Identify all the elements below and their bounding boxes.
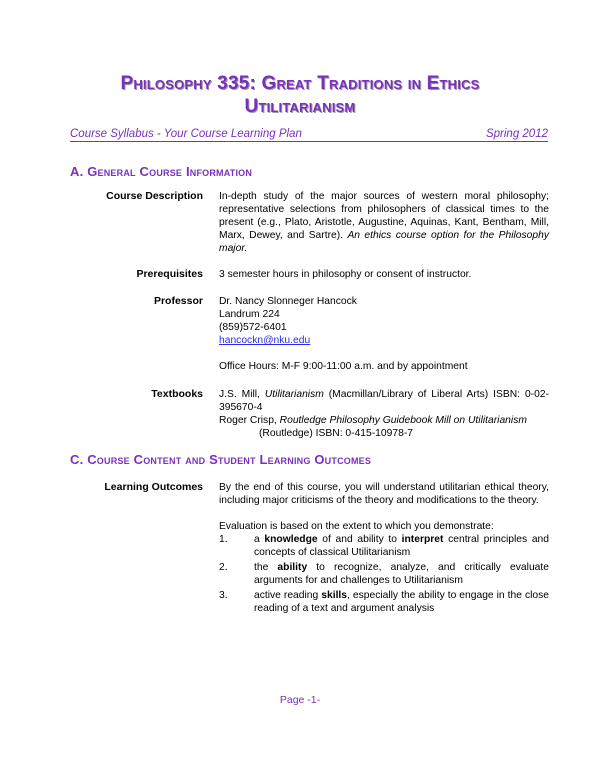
textbook-2-author: Roger Crisp, xyxy=(219,415,277,426)
syllabus-subheader xyxy=(70,128,548,142)
list-item-emphasis: interpret xyxy=(401,534,444,545)
professor-info xyxy=(219,295,549,373)
list-item-number: 2. xyxy=(219,562,228,573)
professor-label: Professor xyxy=(153,295,203,307)
list-item-text: a xyxy=(254,534,265,545)
textbooks-label: Textbooks xyxy=(151,388,203,400)
list-item-text: , especially the ability to engage in the close reading of a text and argument analysis xyxy=(254,590,549,614)
list-item-emphasis: skills xyxy=(321,590,348,601)
syllabus-label: Course Syllabus - Your Course Learning Plan xyxy=(70,128,302,140)
list-item-number: 1. xyxy=(219,534,228,545)
professor-email-link[interactable]: hancockn@nku.edu xyxy=(219,335,311,346)
professor-name: Dr. Nancy Slonneger Hancock xyxy=(219,296,357,307)
course-description-label: Course Description xyxy=(106,190,203,202)
list-item-text: active reading xyxy=(254,590,322,601)
course-subtitle: Utilitarianism xyxy=(244,96,356,117)
outcomes-list xyxy=(219,533,549,615)
textbook-1-author: J.S. Mill, xyxy=(219,389,260,400)
list-item-emphasis: ability xyxy=(277,562,308,573)
list-item-text: central principles and concepts of classical Utilitarianism xyxy=(254,534,550,558)
list-item-emphasis: knowledge xyxy=(264,534,318,545)
prerequisites-text: 3 semester hours in philosophy or consent of instructor. xyxy=(219,269,472,280)
textbooks-list xyxy=(219,388,549,440)
evaluation-intro: Evaluation is based on the extent to which you demonstrate: xyxy=(219,521,494,532)
office-hours: Office Hours: M-F 9:00-11:00 a.m. and by appointment xyxy=(219,361,468,372)
learning-outcomes-content xyxy=(219,481,549,617)
professor-office: Landrum 224 xyxy=(219,309,280,320)
textbook-2-details: (Routledge) ISBN: 0-415-10978-7 xyxy=(259,428,413,439)
course-description-note: An ethics course option for the Philosophy major. xyxy=(219,230,549,254)
section-c-heading: C. Course Content and Student Learning Outcomes xyxy=(70,452,372,467)
list-item xyxy=(219,533,549,559)
textbook-1-title: Utilitarianism xyxy=(264,389,324,400)
prerequisites-label: Prerequisites xyxy=(136,268,203,280)
course-title: Philosophy 335: Great Traditions in Ethics xyxy=(120,73,480,94)
learning-outcomes-label: Learning Outcomes xyxy=(104,481,203,493)
textbook-1 xyxy=(219,388,549,414)
list-item-text: of and ability to xyxy=(317,534,402,545)
list-item xyxy=(219,561,549,587)
textbook-2 xyxy=(219,414,549,427)
list-item xyxy=(219,589,549,615)
section-a-heading: A. General Course Information xyxy=(70,164,253,179)
course-description-body: In-depth study of the major sources of western moral philosophy; representative selections from philosophers of classical times to the present (e.g., Plato, Aristotle, Augustine, Aquinas, Kant, Bentham, Mill, Marx, Dewey, and Sartre). xyxy=(219,191,549,241)
course-description-text xyxy=(219,190,549,255)
list-item-text: to recognize, analyze, and critically evaluate arguments for and challenges to Utilitarianism xyxy=(254,562,549,586)
textbook-1-details: (Macmillan/Library of Liberal Arts) ISBN: 0-02-395670-4 xyxy=(219,389,549,413)
textbook-2-title: Routledge Philosophy Guidebook Mill on Utilitarianism xyxy=(279,415,527,426)
list-item-text: the xyxy=(254,562,278,573)
list-item-number: 3. xyxy=(219,590,228,601)
professor-phone: (859)572-6401 xyxy=(219,322,287,333)
page-number: Page -1- xyxy=(279,694,321,706)
semester-label: Spring 2012 xyxy=(485,128,548,140)
learning-outcomes-intro: By the end of this course, you will understand utilitarian ethical theory, including major criticisms of the theory and modifications to the theory. xyxy=(219,482,549,506)
